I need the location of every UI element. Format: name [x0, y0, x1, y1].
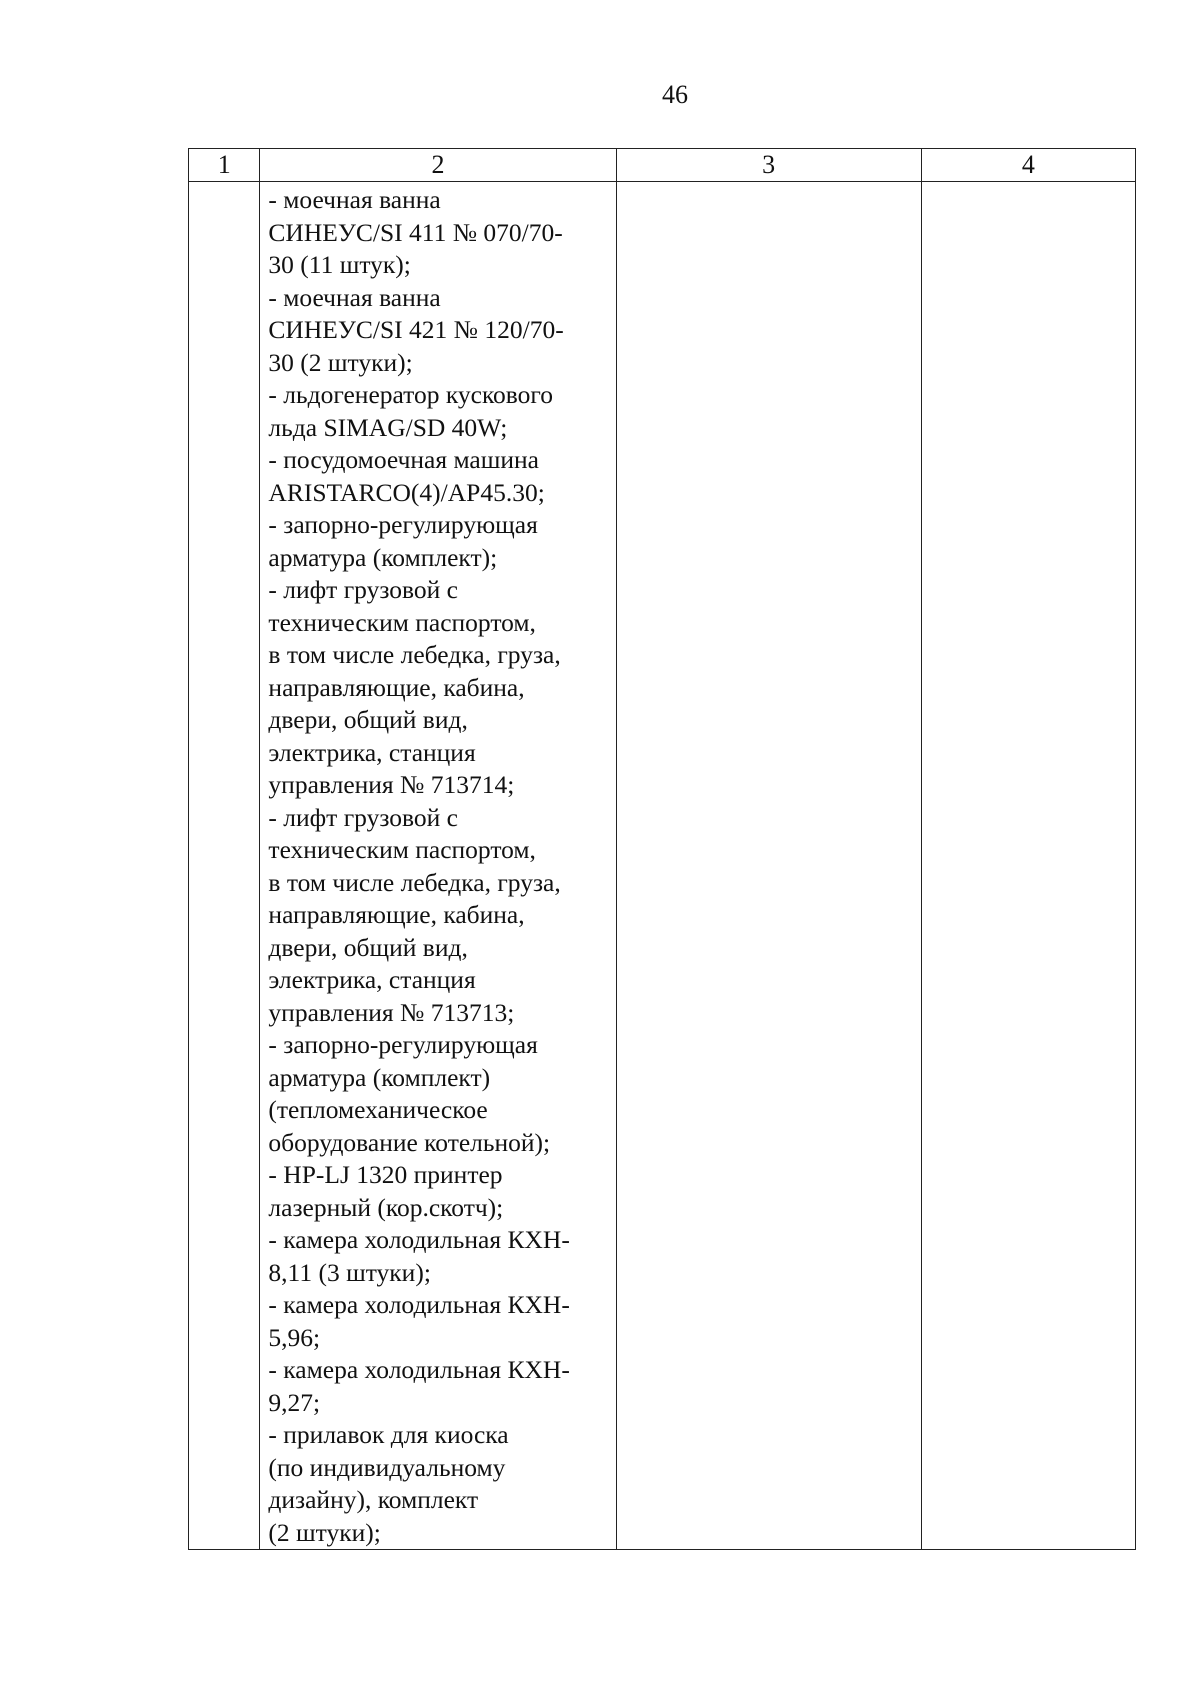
column-4-cell	[921, 182, 1135, 1550]
list-item: - камера холодильная КХН- 5,96;	[268, 1290, 570, 1352]
list-item: - моечная ванна СИНЕУС/SI 421 № 120/70- 30 (2 штуки);	[268, 282, 564, 377]
column-header-4: 4	[921, 149, 1135, 182]
list-item: - лифт грузовой с техническим паспортом, в том числе лебедка, груза, направляющие, кабина, двери, общий вид, электрика, станция управления № 713714;	[268, 575, 561, 799]
column-header-1: 1	[189, 149, 260, 182]
table-row	[189, 182, 1136, 1550]
list-item: - моечная ванна СИНЕУС/SI 411 № 070/70- 30 (11 штук);	[268, 185, 563, 279]
column-header-3: 3	[616, 149, 921, 182]
column-header-2: 2	[260, 149, 616, 182]
header-row	[189, 149, 1136, 182]
list-item: - льдогенератор кускового льда SIMAG/SD 40W;	[268, 380, 553, 442]
list-item: - лифт грузовой с техническим паспортом, в том числе лебедка, груза, направляющие, кабина, двери, общий вид, электрика, станция управления № 713713;	[268, 802, 561, 1027]
column-3-cell	[616, 182, 921, 1550]
equipment-table	[188, 148, 1136, 1550]
list-item: - запорно-регулирующая арматура (комплект);	[268, 510, 538, 572]
list-item: - запорно-регулирующая арматура (комплект) (тепломеханическое оборудование котельной);	[268, 1030, 551, 1157]
equipment-list-cell	[260, 182, 616, 1550]
list-item: - камера холодильная КХН- 9,27;	[268, 1355, 570, 1417]
column-1-cell	[189, 182, 260, 1550]
list-item: - прилавок для киоска (по индивидуальному дизайну), комплект (2 штуки);	[268, 1420, 509, 1547]
list-item: - посудомоечная машина ARISTARCO(4)/AP45.30;	[268, 445, 545, 507]
list-item: - HP-LJ 1320 принтер лазерный (кор.скотч);	[268, 1160, 504, 1222]
page-number: 46	[662, 80, 688, 109]
list-item: - камера холодильная КХН- 8,11 (3 штуки);	[268, 1225, 570, 1287]
